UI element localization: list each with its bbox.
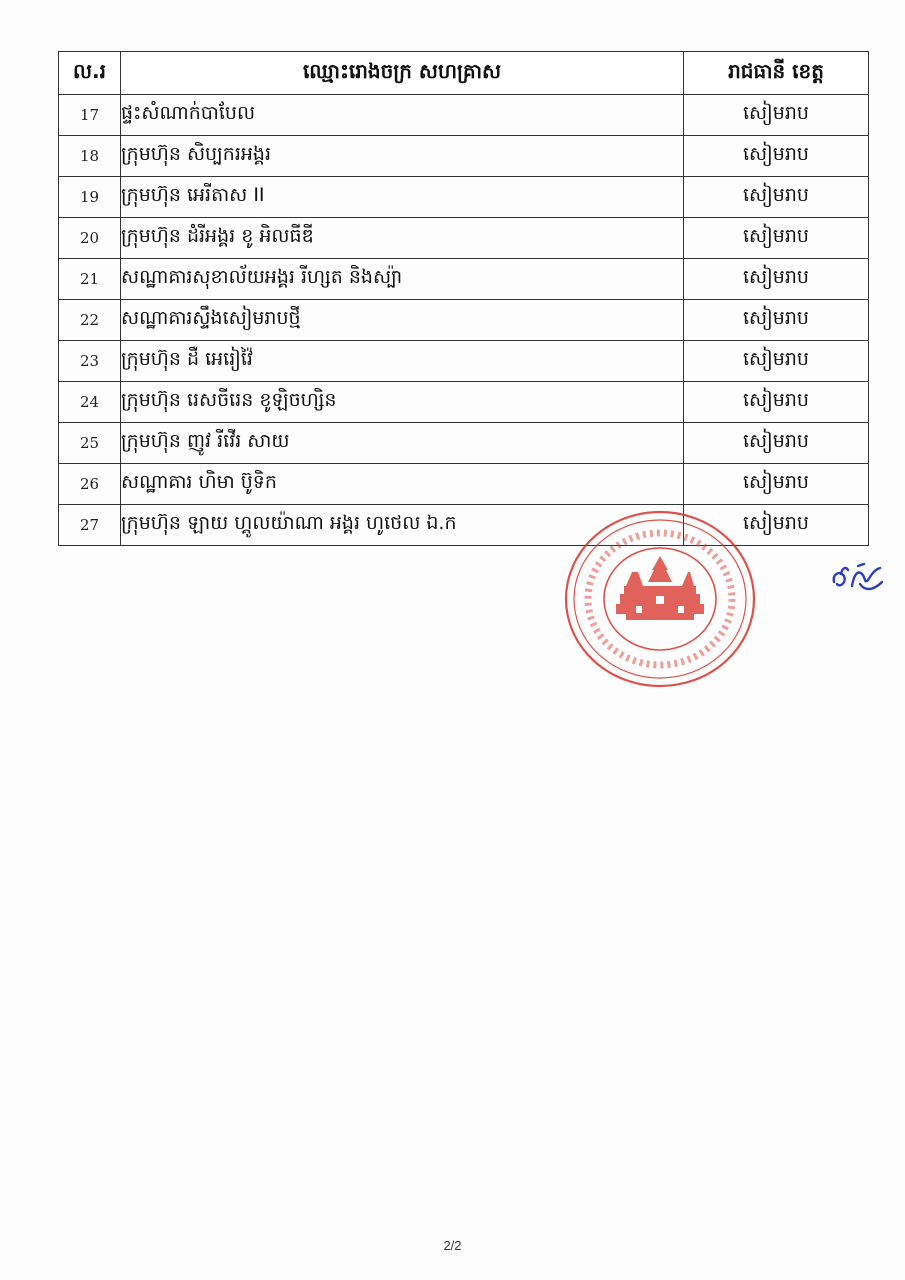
table-row	[59, 464, 869, 505]
table-row	[59, 177, 869, 218]
row-number: 18	[59, 136, 121, 177]
table-row	[59, 423, 869, 464]
page-number: 2/2	[443, 1238, 462, 1253]
table-row	[59, 259, 869, 300]
row-enterprise-name: ក្រុមហ៊ុន ញូវ រីវើរ សាយ	[121, 423, 684, 464]
table-row	[59, 218, 869, 259]
header-enterprise-name: ឈ្មោះរោងចក្រ សហគ្រាស	[121, 52, 684, 95]
row-province: សៀមរាប	[684, 177, 869, 218]
row-enterprise-name: ក្រុមហ៊ុន រេសចីរេន ខូឡិចហ្សិន	[121, 382, 684, 423]
row-enterprise-name: សណ្ឋាគារស្ទឹងសៀមរាបថ្មី	[121, 300, 684, 341]
header-province: រាជធានី ខេត្ត	[684, 52, 869, 95]
row-province: សៀមរាប	[684, 300, 869, 341]
handwritten-initials	[828, 560, 890, 596]
row-number: 23	[59, 341, 121, 382]
table-row	[59, 95, 869, 136]
row-province: សៀមរាប	[684, 423, 869, 464]
row-number: 25	[59, 423, 121, 464]
official-seal-stamp	[562, 508, 758, 690]
row-enterprise-name: ក្រុមហ៊ុន ឡាយ ហ្គូលយ៉ាណា អង្គរ ហូថេល ឯ.ក	[121, 505, 684, 546]
row-enterprise-name: ផ្ទះសំណាក់បាបែល	[121, 95, 684, 136]
table-row	[59, 136, 869, 177]
row-enterprise-name: សណ្ឋាគារ ហិមា ប៊ូទិក	[121, 464, 684, 505]
row-enterprise-name: ក្រុមហ៊ុន សិប្បករអង្គរ	[121, 136, 684, 177]
row-province: សៀមរាប	[684, 95, 869, 136]
row-province: សៀមរាប	[684, 136, 869, 177]
row-enterprise-name: សណ្ឋាគារសុខាល័យអង្គរ រីហ្សត និងស្ប៉ា	[121, 259, 684, 300]
row-enterprise-name: ក្រុមហ៊ុន ដំរីអង្គរ ខូ អិលធីឌី	[121, 218, 684, 259]
enterprise-table	[58, 51, 869, 546]
table-header-row	[59, 52, 869, 95]
row-province: សៀមរាប	[684, 382, 869, 423]
row-number: 24	[59, 382, 121, 423]
row-number: 22	[59, 300, 121, 341]
row-province: សៀមរាប	[684, 505, 869, 546]
row-number: 19	[59, 177, 121, 218]
row-number: 20	[59, 218, 121, 259]
row-province: សៀមរាប	[684, 464, 869, 505]
row-enterprise-name: ក្រុមហ៊ុន អេរីតាស II	[121, 177, 684, 218]
table-row	[59, 341, 869, 382]
row-enterprise-name: ក្រុមហ៊ុន ដឺ អេរៀវ៉ៃ	[121, 341, 684, 382]
header-number: ល.រ	[59, 52, 121, 95]
row-number: 21	[59, 259, 121, 300]
row-number: 17	[59, 95, 121, 136]
table-row	[59, 382, 869, 423]
row-number: 27	[59, 505, 121, 546]
table-row	[59, 300, 869, 341]
row-province: សៀមរាប	[684, 218, 869, 259]
row-province: សៀមរាប	[684, 341, 869, 382]
row-province: សៀមរាប	[684, 259, 869, 300]
row-number: 26	[59, 464, 121, 505]
